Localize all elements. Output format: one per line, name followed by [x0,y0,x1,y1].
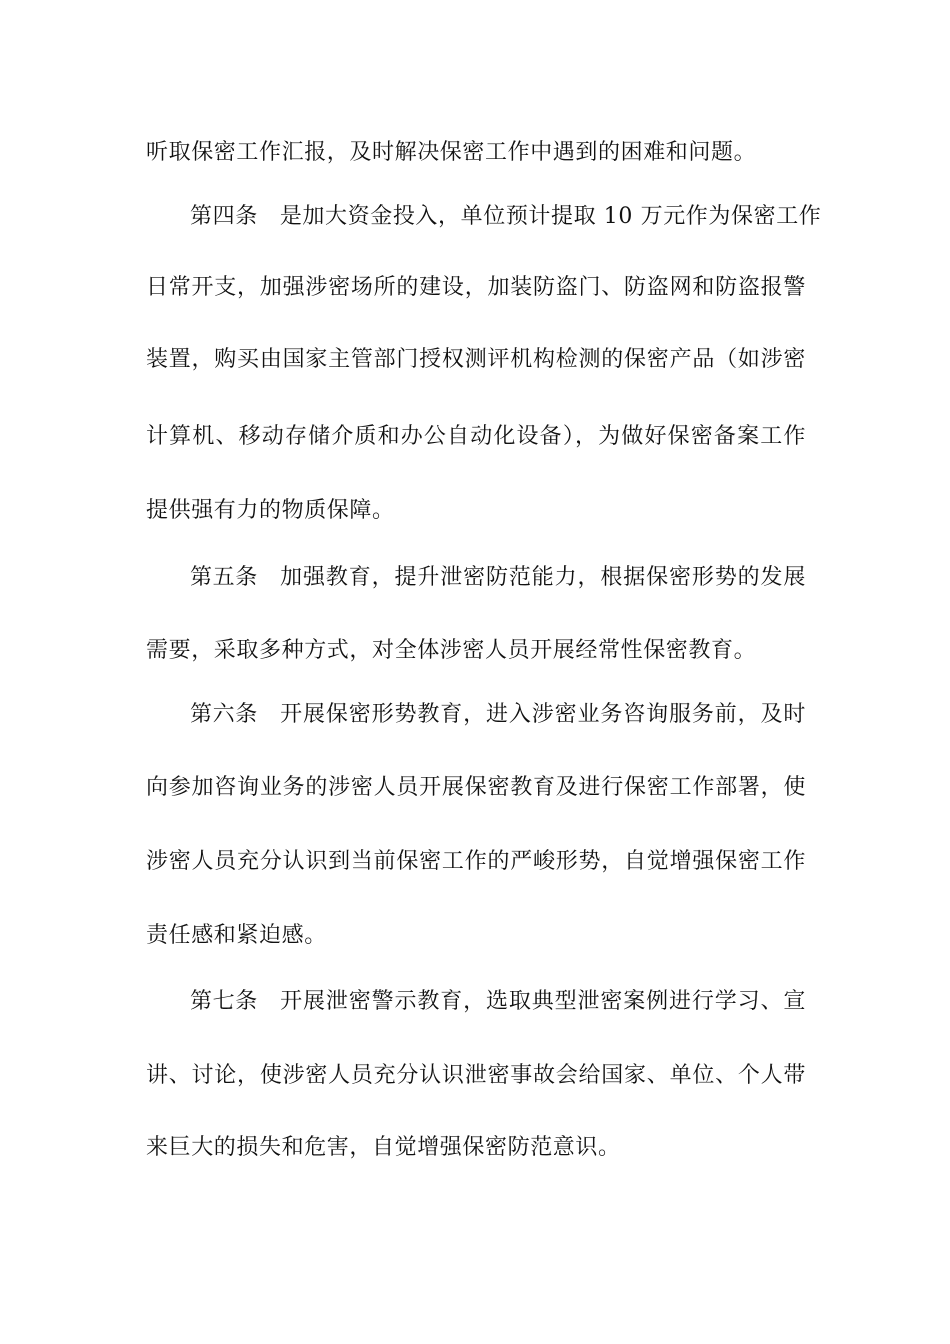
text-line: 装置，购买由国家主管部门授权测评机构检测的保密产品（如涉密 [146,347,806,372]
article-4-label: 第四条 [190,204,258,229]
text-line: 来巨大的损失和危害，自觉增强保密防范意识。 [146,1135,621,1160]
text-line: 日常开支，加强涉密场所的建设，加装防盗门、防盗网和防盗报警 [146,275,806,300]
article-5-label: 第五条 [190,565,258,590]
article-4-text: 是加大资金投入，单位预计提取 10 万元作为保密工作 [279,204,822,229]
text-line: 需要，采取多种方式，对全体涉密人员开展经常性保密教育。 [146,638,757,663]
article-4-first-line [190,200,822,234]
article-6-first-line [190,698,806,732]
article-6-label: 第六条 [190,702,258,727]
text-line: 向参加咨询业务的涉密人员开展保密教育及进行保密工作部署，使 [146,775,806,800]
text-line: 听取保密工作汇报，及时解决保密工作中遇到的困难和问题。 [146,140,757,165]
text-line: 讲、讨论，使涉密人员充分认识泄密事故会给国家、单位、个人带 [146,1063,806,1088]
article-5-first-line [190,561,806,595]
article-7-first-line [190,985,806,1019]
text-line: 计算机、移动存储介质和办公自动化设备），为做好保密备案工作 [146,424,806,449]
text-line: 责任感和紧迫感。 [146,923,327,948]
article-6-text: 开展保密形势教育，进入涉密业务咨询服务前，及时 [279,702,806,727]
article-5-text: 加强教育，提升泄密防范能力，根据保密形势的发展 [279,565,806,590]
text-line: 提供强有力的物质保障。 [146,498,395,523]
article-7-text: 开展泄密警示教育，选取典型泄密案例进行学习、宣 [279,989,806,1014]
text-line: 涉密人员充分认识到当前保密工作的严峻形势，自觉增强保密工作 [146,849,806,874]
article-7-label: 第七条 [190,989,258,1014]
